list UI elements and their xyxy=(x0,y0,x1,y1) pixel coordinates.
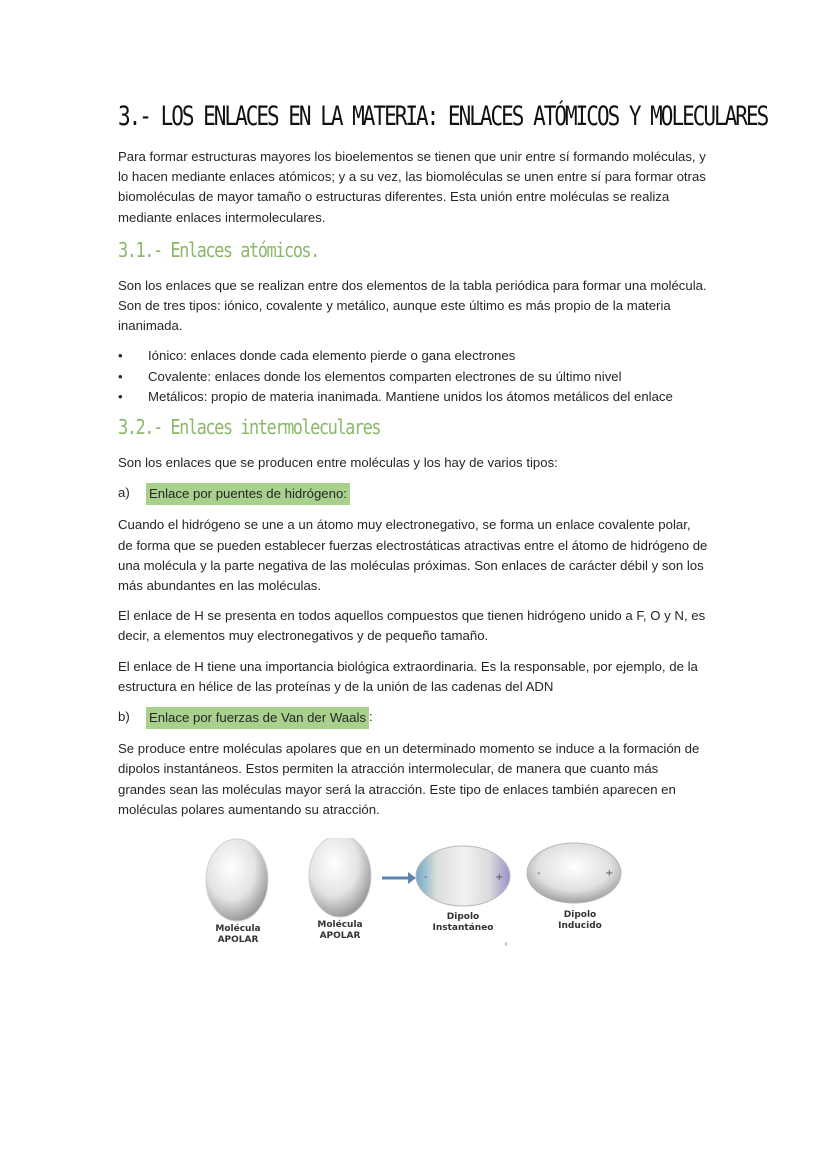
list-item: • Metálicos: propio de materia inanimada. Mantiene unidos los átomos metálicos del enlace xyxy=(118,387,708,407)
list-item: • Covalente: enlaces donde los elementos comparten electrones de su último nivel xyxy=(118,367,708,387)
label-apolar-molecule-1: Molécula APOLAR xyxy=(215,924,261,946)
section-atomic-paragraph: Son los enlaces que se realizan entre dos elementos de la tabla periódica para formar una molécula. Son de tres tipos: iónico, covalente y metálico, aunque este último es más propio de la materia inanimada. xyxy=(118,277,707,334)
bullet-icon: • xyxy=(118,348,123,364)
label-apolar-molecule-2: Molécula APOLAR xyxy=(317,920,363,942)
minus-sign: - xyxy=(537,868,541,880)
hydrogen-bond-paragraph-1: Cuando el hidrógeno se une a un átomo muy electronegativo, se forma un enlace covalente polar, de forma que se pueden establecer fuerzas electrostáticas atractivas entre el átomo de hidrógeno de una molécula y la parte negativa de las moléculas próximas. Son enlaces de carácter débil y son los más abundantes en las moléculas. xyxy=(118,517,708,594)
section-heading-atomic: 3.1.- Enlaces atómicos. xyxy=(118,239,319,264)
hydrogen-bond-paragraph-3: El enlace de H tiene una importancia biológica extraordinaria. Es la responsable, por ejemplo, de la estructura en hélice de las proteínas y de la unión de las cadenas del ADN xyxy=(118,658,698,694)
section-intermolecular-paragraph: Son los enlaces que se producen entre moléculas y los hay de varios tipos: xyxy=(118,455,558,471)
bond-types-list xyxy=(118,346,708,407)
subsection-letter: b) xyxy=(118,709,130,725)
arrow-icon xyxy=(382,872,416,884)
dipole-illustration xyxy=(204,838,644,968)
subsection-a-heading xyxy=(118,483,708,505)
subsection-letter: a) xyxy=(118,485,130,501)
van-der-waals-paragraph: Se produce entre moléculas apolares que en un determinado momento se induce a la formación de dipolos instantáneos. Estos permiten la atracción intermolecular, de manera que cuanto más grandes sean las moléculas mayor será la atracción. Este tipo de enlaces también aparecen en moléculas polares aumentando su atracción. xyxy=(118,741,700,817)
plus-sign: + xyxy=(605,868,614,880)
page-title: 3.- LOS ENLACES EN LA MATERIA: ENLACES ATÓMICOS Y MOLECULARES xyxy=(118,101,768,132)
subsection-b-heading xyxy=(118,707,708,729)
minus-sign: - xyxy=(424,872,428,884)
dipole-figure xyxy=(204,838,644,968)
bullet-icon: • xyxy=(118,368,123,384)
list-item: • Iónico: enlaces donde cada elemento pierde o gana electrones xyxy=(118,346,708,366)
bullet-icon: • xyxy=(118,388,123,404)
apolar-molecule-2 xyxy=(309,838,371,917)
section-heading-intermolecular: 3.2.- Enlaces intermoleculares xyxy=(118,416,381,441)
intro-paragraph: Para formar estructuras mayores los bioelementos se tienen que unir entre sí formando moléculas, y lo hacen mediante enlaces atómicos; y a su vez, las biomoléculas se unen entre sí para formar otras biomoléculas de mayor tamaño o estructuras diferentes. Esta unión entre moléculas se realiza mediante enlaces intermoleculares. xyxy=(118,149,706,225)
label-instantaneous-dipole: Dipolo Instantáneo xyxy=(432,912,494,934)
hydrogen-bond-paragraph-2: El enlace de H se presenta en todos aquellos compuestos que tienen hidrógeno unido a F, O y N, es decir, a elementos muy electronegativos y de pequeño tamaño. xyxy=(118,608,706,644)
apolar-molecule-1 xyxy=(206,839,268,921)
document-page xyxy=(118,100,768,968)
plus-sign: + xyxy=(495,872,504,884)
highlighted-label: Enlace por puentes de hidrógeno: xyxy=(146,483,350,505)
label-induced-dipole: Dipolo Inducido xyxy=(558,910,602,932)
label-colon: : xyxy=(368,709,373,725)
highlighted-label: Enlace por fuerzas de Van der Waals xyxy=(146,707,369,729)
